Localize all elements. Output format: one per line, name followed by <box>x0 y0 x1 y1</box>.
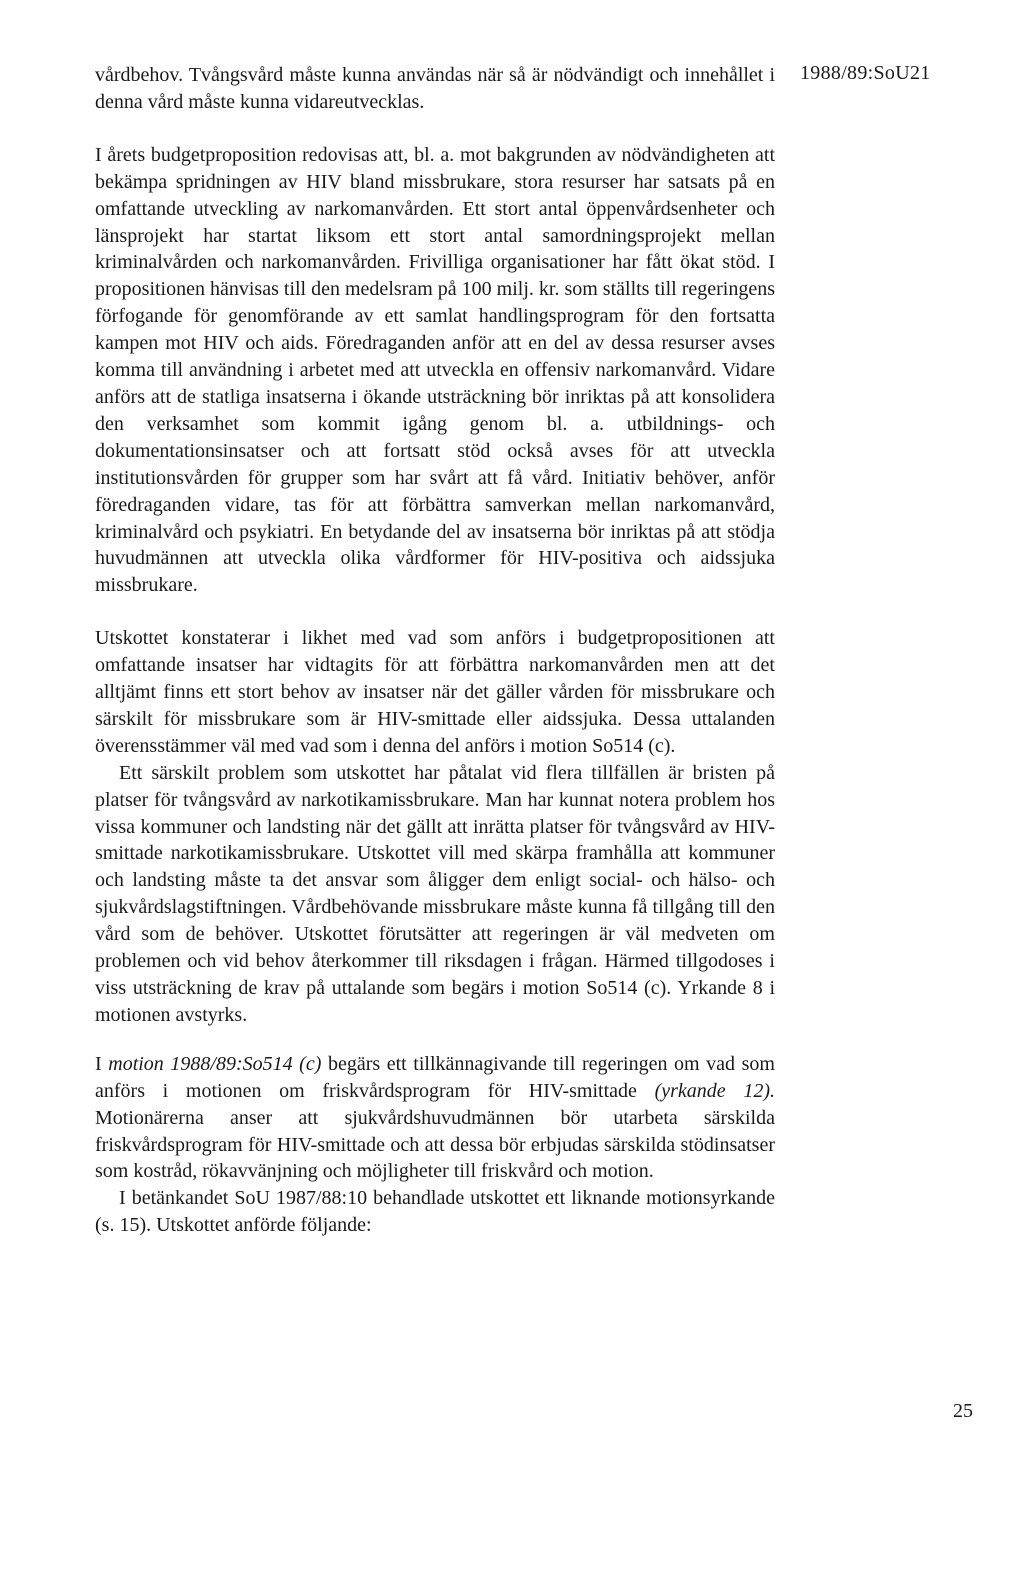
document-reference: 1988/89:SoU21 <box>800 62 931 84</box>
claim-reference: (yrkande 12). <box>654 1079 775 1102</box>
paragraph-compulsory-care: Ett särskilt problem som utskottet har påtalat vid flera tillfällen är bristen på platser för tvångsvård av narkotikamissbrukare. Man har kunnat notera problem hos vissa kommuner och landsting när det gällt att inrätta platser för tvångsvård av HIV-smittade narkotikamissbrukare. Utskottet vill med skärpa framhålla att kommuner och landsting måste ta det ansvar som åligger dem enligt social- och hälso- och sjukvårdslagstiftningen. Vårdbehövande missbrukare måste kunna få tillgång till den vård som de behöver. Utskottet förutsätter att regeringen är väl medveten om problemen och vid behov återkommer till riksdagen i frågan. Härmed tillgodoses i viss utsträckning de krav på uttalande som begärs i motion So514 (c). Yrkande 8 i motionen avstyrks. <box>95 761 775 1026</box>
paragraph-budget-proposition: I årets budgetproposition redovisas att, bl. a. mot bakgrunden av nödvändigheten att bekämpa spridningen av HIV bland missbrukare, stora resurser har satsats på en omfattande utveckling av narkomanvården. Ett stort antal öppenvårdsenheter och länsprojekt har startat liksom ett stort antal samordningsprojekt mellan kriminalvården och narkomanvården. Frivilliga organisationer har fått ökat stöd. I propositionen hänvisas till den medelsram på 100 milj. kr. som ställts till regeringens förfogande för genomförande av ett samlat handlingsprogram för den fortsatta kampen mot HIV och aids. Föredraganden anför att en del av dessa resurser avses komma till användning i arbetet med att utveckla en offensiv narkomanvård. Vidare anförs att de statliga insatserna i ökande utsträckning bör inriktas på att konsolidera den verksamhet som kommit igång genom bl. a. utbildnings- och dokumentationsinsatser och att fortsatt stöd också avses för att utveckla institutionsvården för grupper som har svårt att få vård. Initiativ behöver, anför föredraganden vidare, tas för att förbättra samverkan mellan narkomanvård, kriminalvård och psykiatri. En betydande del av insatserna bör inriktas på att stödja huvudmännen att utveckla olika vårdformer för HIV-positiva och aidssjuka missbrukare. <box>95 143 775 597</box>
paragraph-previous-report: I betänkandet SoU 1987/88:10 behandlade utskottet ett liknande motionsyrkande (s. 15). Utskottet anförde följande: <box>95 1187 775 1237</box>
motion-text-pre: I <box>95 1052 109 1075</box>
page-number: 25 <box>953 1400 973 1422</box>
paragraph-committee-finding: Utskottet konstaterar i likhet med vad som anförs i budgetpropositionen att omfattande insatser har vidtagits för att förbättra narkomanvården men att det alltjämt finns ett stort behov av insatser när det gäller vården för missbrukare och särskilt för missbrukare som är HIV-smittade eller aidssjuka. Dessa uttalanden överensstämmer väl med vad som i denna del anförs i motion So514 (c). <box>95 627 775 757</box>
paragraph-intro: vårdbehov. Tvångsvård måste kunna användas när så är nödvändigt och innehållet i denna vård måste kunna vidareutvecklas. <box>95 64 775 113</box>
motion-reference: motion 1988/89:So514 (c) <box>108 1052 322 1075</box>
body-text <box>95 62 775 1239</box>
paragraph-motion-so514 <box>95 1051 775 1186</box>
motion-text-post: Motionärerna anser att sjukvårdshuvudmännen bör utarbeta särskilda friskvårdsprogram för HIV-smittade och att dessa bör erbjudas särskilda stödinsatser som kostråd, rökavvänjning och möjligheter till friskvård och motion. <box>95 1106 775 1183</box>
motion-text-mid: begärs ett tillkännagivande till regeringen om vad som anförs i motionen om friskvårdsprogram för HIV-smittade <box>95 1052 775 1102</box>
